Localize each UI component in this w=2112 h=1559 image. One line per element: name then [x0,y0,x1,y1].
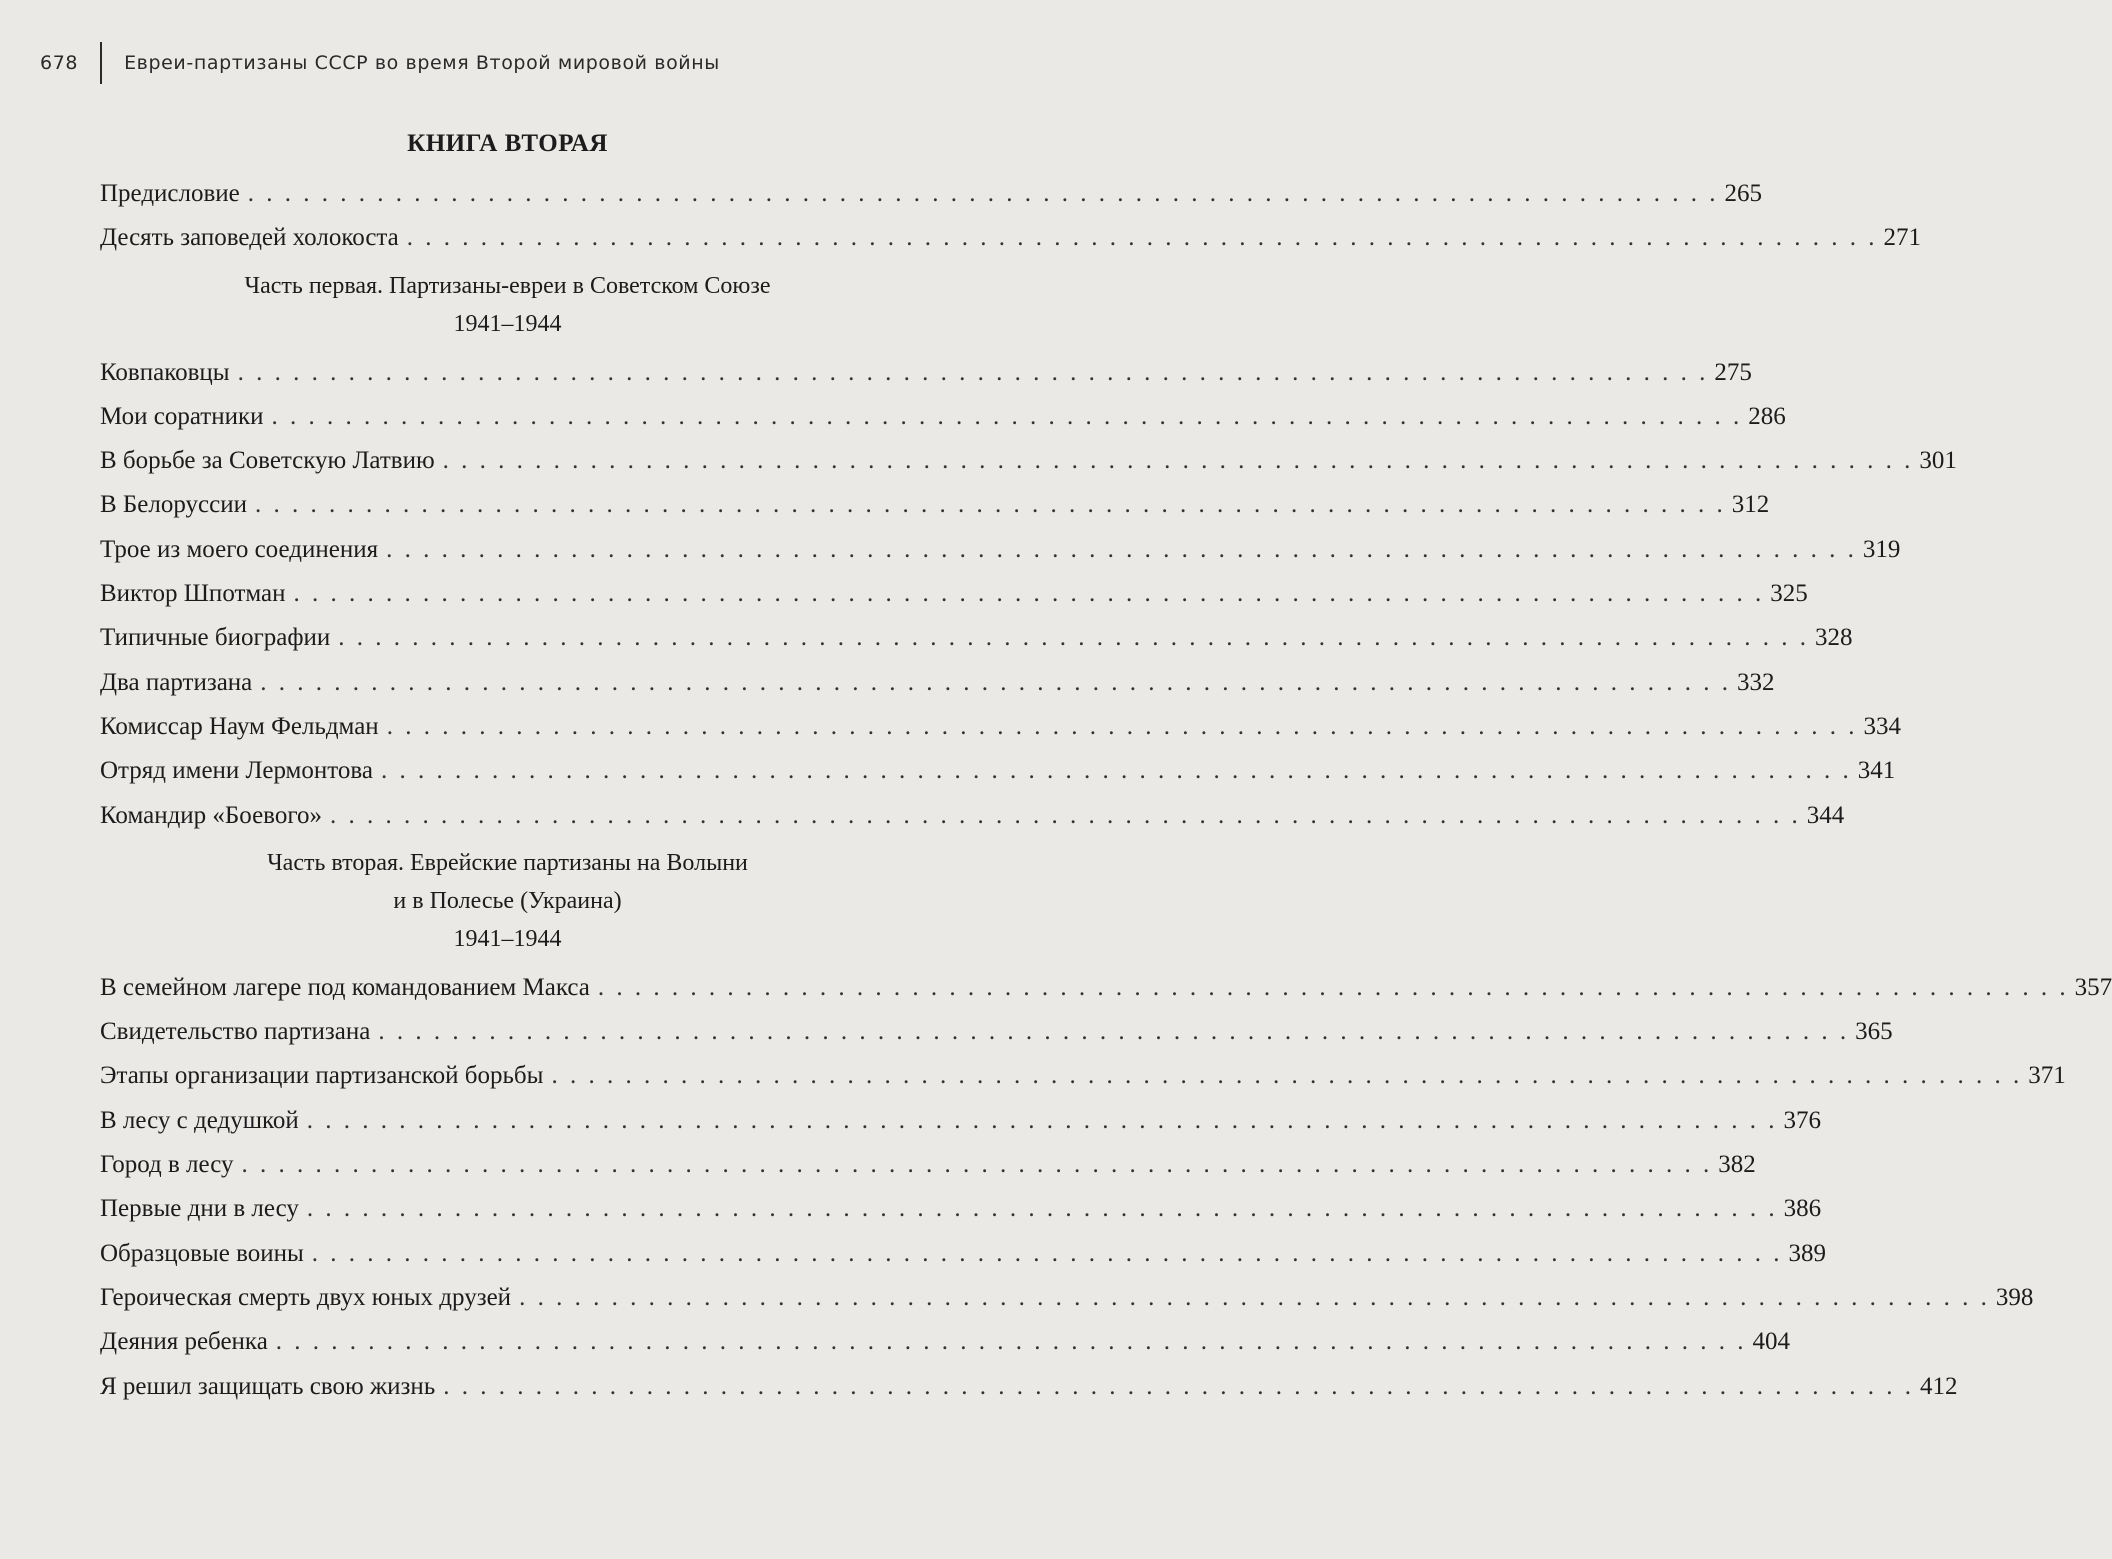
toc-entry-page: 332 [1737,668,1775,696]
toc-entry-title: Комиссар Наум Фельдман [100,712,379,740]
toc-entry [100,1099,1821,1143]
book-title: КНИГА ВТОРАЯ [407,130,608,157]
leader-dots: . . . . . . . . . . . . . . . . . . . . . . . . . . . . . . . . . . . . . . . . . . . . . . . . . . . . . . . . . . . . . . . . . . . . . . . . . . . . . . . . [237,358,1709,386]
toc-entry-page: 386 [1783,1195,1822,1223]
toc-entry-page: 275 [1714,358,1752,386]
leader-dots: . . . . . . . . . . . . . . . . . . . . . . . . . . . . . . . . . . . . . . . . . . . . . . . . . . . . . . . . . . . . . . . . . . . . . . . . . . . . . . . . [260,668,1732,696]
running-title: Евреи-партизаны СССР во время Второй мировой войны [124,52,720,74]
leader-dots: . . . . . . . . . . . . . . . . . . . . . . . . . . . . . . . . . . . . . . . . . . . . . . . . . . . . . . . . . . . . . . . . . . . . . . . . . . . . . . . . [275,1328,1747,1356]
toc-entry [100,1143,1756,1187]
toc-entry-title: Отряд имени Лермонтова [100,757,373,785]
part-one-entries [100,351,1957,838]
leader-dots: . . . . . . . . . . . . . . . . . . . . . . . . . . . . . . . . . . . . . . . . . . . . . . . . . . . . . . . . . . . . . . . . . . . . . . . . . . . . . . . . [271,402,1743,430]
leader-dots: . . . . . . . . . . . . . . . . . . . . . . . . . . . . . . . . . . . . . . . . . . . . . . . . . . . . . . . . . . . . . . . . . . . . . . . . . . . . . . . . [306,1195,1778,1223]
toc-entry-title: Виктор Шпотман [100,580,286,608]
toc-entry-title: Этапы организации партизанской борьбы [100,1062,544,1090]
toc-entry-page: 301 [1919,447,1957,475]
toc-entry [100,1320,1791,1364]
toc-entry-title: Деяния ребенка [100,1328,268,1356]
leader-dots: . . . . . . . . . . . . . . . . . . . . . . . . . . . . . . . . . . . . . . . . . . . . . . . . . . . . . . . . . . . . . . . . . . . . . . . . . . . . . . . . [519,1283,1990,1311]
leader-dots: . . . . . . . . . . . . . . . . . . . . . . . . . . . . . . . . . . . . . . . . . . . . . . . . . . . . . . . . . . . . . . . . . . . . . . . . . . . . . . . . [442,447,1914,475]
toc-entry-page: 325 [1770,580,1808,608]
toc-entry-title: Город в лесу [100,1151,234,1179]
toc-entry [100,1276,2034,1320]
intro-entries [100,172,1922,261]
leader-dots: . . . . . . . . . . . . . . . . . . . . . . . . . . . . . . . . . . . . . . . . . . . . . . . . . . . . . . . . . . . . . . . . . . . . . . . . . . . . . . . . [329,801,1801,829]
toc-entry-page: 382 [1718,1151,1756,1179]
toc-entry-title: В борьбе за Советскую Латвию [100,447,435,475]
part-two-heading-line: Часть вторая. Еврейские партизаны на Волыни [267,849,748,876]
toc-entry [100,395,1786,439]
toc-entry-page: 398 [1995,1283,2034,1311]
toc-entry-page: 334 [1863,712,1901,740]
leader-dots: . . . . . . . . . . . . . . . . . . . . . . . . . . . . . . . . . . . . . . . . . . . . . . . . . . . . . . . . . . . . . . . . . . . . . . . . . . . . . . . . [406,224,1878,252]
toc-entry [100,1187,1822,1231]
part-two-entries [100,966,2112,1409]
toc-entry [100,572,1808,616]
leader-dots: . . . . . . . . . . . . . . . . . . . . . . . . . . . . . . . . . . . . . . . . . . . . . . . . . . . . . . . . . . . . . . . . . . . . . . . . . . . . . . . . [306,1106,1778,1134]
toc-entry-title: В семейном лагере под командованием Макса [100,973,590,1001]
toc-entry-title: Свидетельство партизана [100,1018,371,1046]
toc-entry-title: Мои соратники [100,402,264,430]
part-one-heading [100,267,915,343]
leader-dots: . . . . . . . . . . . . . . . . . . . . . . . . . . . . . . . . . . . . . . . . . . . . . . . . . . . . . . . . . . . . . . . . . . . . . . . . . . . . . . . . [597,973,2069,1001]
toc-entry [100,1365,1958,1409]
toc-entry-title: В Белоруссии [100,491,247,519]
leader-dots: . . . . . . . . . . . . . . . . . . . . . . . . . . . . . . . . . . . . . . . . . . . . . . . . . . . . . . . . . . . . . . . . . . . . . . . . . . . . . . . . [380,757,1852,785]
toc-entry-title: Трое из моего соединения [100,535,379,563]
toc-entry [100,172,1763,216]
toc-entry-page: 404 [1752,1328,1791,1356]
toc-entry-title: Первые дни в лесу [100,1195,299,1223]
toc-entry [100,483,1770,527]
toc-entry-page: 312 [1731,491,1770,519]
toc-entry-page: 328 [1815,624,1853,652]
page-number: 678 [40,52,79,74]
toc-entry-page: 344 [1806,801,1845,829]
table-of-contents [100,130,2112,1409]
toc-entry-title: Героическая смерть двух юных друзей [100,1283,512,1311]
toc-entry-page: 271 [1883,224,1922,252]
leader-dots: . . . . . . . . . . . . . . . . . . . . . . . . . . . . . . . . . . . . . . . . . . . . . . . . . . . . . . . . . . . . . . . . . . . . . . . . . . . . . . . . [254,491,1726,519]
toc-entry-title: Два партизана [100,668,253,696]
toc-entry [100,216,1922,260]
toc-entry-title: Я решил защищать свою жизнь [100,1372,436,1400]
toc-entry-page: 371 [2028,1062,2066,1090]
toc-entry-title: Десять заповедей холокоста [100,224,399,252]
toc-entry-page: 365 [1855,1018,1893,1046]
part-one-heading-line: Часть первая. Партизаны-евреи в Советском Союзе [244,272,771,299]
part-two-heading-line-2: и в Полесье (Украина) [393,887,622,914]
toc-entry-title: Типичные биографии [100,624,331,652]
toc-entry-title: Образцовые воины [100,1239,304,1267]
toc-entry [100,966,2112,1010]
toc-entry [100,749,1896,793]
toc-entry-page: 286 [1748,402,1786,430]
leader-dots: . . . . . . . . . . . . . . . . . . . . . . . . . . . . . . . . . . . . . . . . . . . . . . . . . . . . . . . . . . . . . . . . . . . . . . . . . . . . . . . . [247,180,1719,207]
part-two-heading [100,844,915,958]
part-two-years: 1941–1944 [453,925,562,952]
leader-dots: . . . . . . . . . . . . . . . . . . . . . . . . . . . . . . . . . . . . . . . . . . . . . . . . . . . . . . . . . . . . . . . . . . . . . . . . . . . . . . . . [311,1239,1783,1267]
leader-dots: . . . . . . . . . . . . . . . . . . . . . . . . . . . . . . . . . . . . . . . . . . . . . . . . . . . . . . . . . . . . . . . . . . . . . . . . . . . . . . . . [386,535,1857,563]
toc-entry [100,705,1901,749]
toc-entry-title: Командир «Боевого» [100,801,322,829]
toc-entry [100,439,1957,483]
toc-entry-page: 319 [1862,535,1901,563]
leader-dots: . . . . . . . . . . . . . . . . . . . . . . . . . . . . . . . . . . . . . . . . . . . . . . . . . . . . . . . . . . . . . . . . . . . . . . . . . . . . . . . . [386,712,1858,740]
leader-dots: . . . . . . . . . . . . . . . . . . . . . . . . . . . . . . . . . . . . . . . . . . . . . . . . . . . . . . . . . . . . . . . . . . . . . . . . . . . . . . . . [241,1151,1713,1179]
toc-entry [100,1010,1893,1054]
toc-entry-title: Предисловие [100,180,240,207]
leader-dots: . . . . . . . . . . . . . . . . . . . . . . . . . . . . . . . . . . . . . . . . . . . . . . . . . . . . . . . . . . . . . . . . . . . . . . . . . . . . . . . . [378,1018,1850,1046]
leader-dots: . . . . . . . . . . . . . . . . . . . . . . . . . . . . . . . . . . . . . . . . . . . . . . . . . . . . . . . . . . . . . . . . . . . . . . . . . . . . . . . . [338,624,1810,652]
leader-dots: . . . . . . . . . . . . . . . . . . . . . . . . . . . . . . . . . . . . . . . . . . . . . . . . . . . . . . . . . . . . . . . . . . . . . . . . . . . . . . . . [551,1062,2023,1090]
toc-entry [100,528,1901,572]
toc-entry [100,351,1752,395]
toc-entry-title: В лесу с дедушкой [100,1106,299,1134]
leader-dots: . . . . . . . . . . . . . . . . . . . . . . . . . . . . . . . . . . . . . . . . . . . . . . . . . . . . . . . . . . . . . . . . . . . . . . . . . . . . . . . . [293,580,1765,608]
toc-entry-page: 389 [1788,1239,1827,1267]
part-one-years: 1941–1944 [453,310,562,337]
toc-entry [100,661,1775,705]
running-header [40,42,974,84]
toc-entry-page: 341 [1857,757,1896,785]
toc-entry-page: 376 [1783,1106,1821,1134]
toc-entry [100,616,1853,660]
toc-entry-page: 357 [2074,973,2112,1001]
toc-entry-title: Ковпаковцы [100,358,230,386]
toc-entry-page: 265 [1724,180,1763,207]
header-divider [100,42,102,84]
toc-entry [100,1054,2066,1098]
toc-entry [100,1232,1827,1276]
toc-entry [100,794,1845,838]
leader-dots: . . . . . . . . . . . . . . . . . . . . . . . . . . . . . . . . . . . . . . . . . . . . . . . . . . . . . . . . . . . . . . . . . . . . . . . . . . . . . . . . [443,1372,1914,1400]
toc-entry-page: 412 [1919,1372,1958,1400]
